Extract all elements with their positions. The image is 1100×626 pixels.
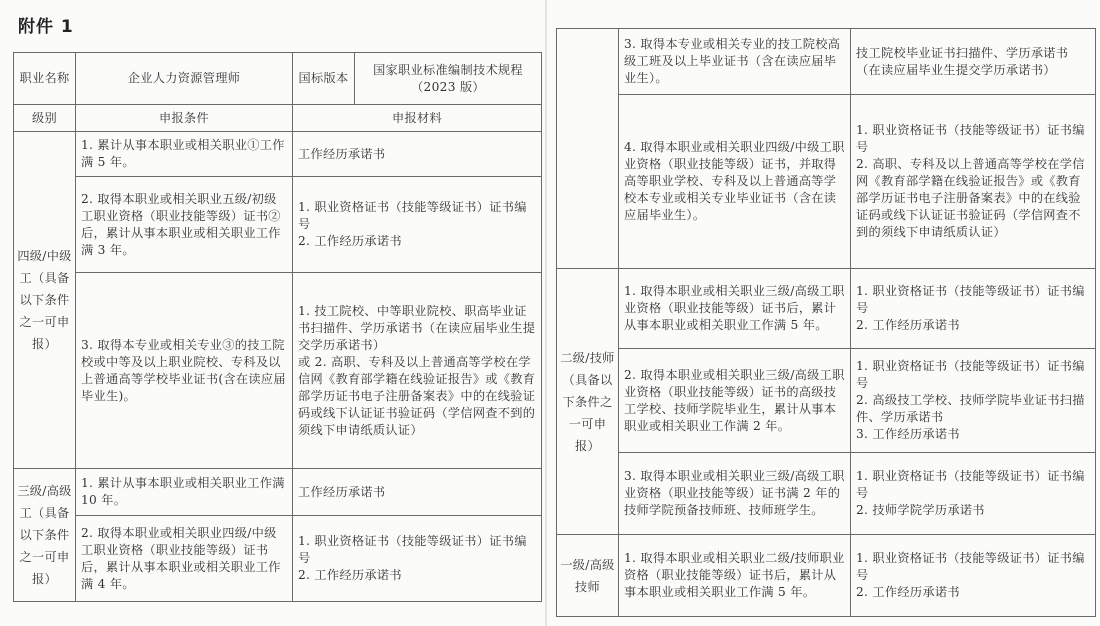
- header-row-columns: [14, 105, 542, 132]
- level-cell-senior-technician: 一级/高级技师: [557, 535, 619, 617]
- materials-cell: 工作经历承诺书: [293, 469, 542, 516]
- condition-cell: 2. 取得本职业或相关职业四级/中级工职业资格（职业技能等级）证书后，累计从事本职业或相关职业工作满 4 年。: [76, 516, 293, 602]
- table-row: [14, 516, 542, 602]
- table-row: [557, 269, 1096, 349]
- condition-cell: 4. 取得本职业或相关职业四级/中级工职业资格（职业技能等级）证书，并取得高等职业学校、专科及以上普通高等学校本专业或相关专业毕业证书（含在读应届毕业生）。: [619, 95, 851, 269]
- materials-cell: 1. 职业资格证书（技能等级证书）证书编号 2. 工作经历承诺书: [851, 269, 1096, 349]
- materials-cell: 技工院校毕业证书扫描件、学历承诺书（在读应届毕业生提交学历承诺书）: [851, 29, 1096, 95]
- condition-cell: 1. 取得本职业或相关职业三级/高级工职业资格（职业技能等级）证书后，累计从事本职业或相关职业工作满 5 年。: [619, 269, 851, 349]
- condition-cell: 1. 累计从事本职业或相关职业工作满 10 年。: [76, 469, 293, 516]
- condition-cell: 2. 取得本职业或相关职业五级/初级工职业资格（职业技能等级）证书②后，累计从事本职业或相关职业工作满 3 年。: [76, 177, 293, 273]
- materials-cell: 1. 职业资格证书（技能等级证书）证书编号 2. 工作经历承诺书: [293, 177, 542, 273]
- table-row: [557, 535, 1096, 617]
- materials-cell: 工作经历承诺书: [293, 132, 542, 177]
- conditions-column-header: 申报条件: [76, 105, 293, 132]
- materials-cell: 1. 职业资格证书（技能等级证书）证书编号 2. 高职、专科及以上普通高等学校在学信网《教育部学籍在线验证报告》或《教育部学历证书电子注册备案表》中的在线验证码或线下认证证书验证码（学信网查不到的须线下申请纸质认证）: [851, 95, 1096, 269]
- table-row: [14, 469, 542, 516]
- condition-cell: 2. 取得本职业或相关职业三级/高级工职业资格（职业技能等级）证书的高级技工学校、技师学院毕业生，累计从事本职业或相关职业工作满 2 年。: [619, 349, 851, 453]
- level-cell-advanced: 三级/高级工（具备以下条件之一可申报）: [14, 469, 76, 602]
- table-row: [14, 177, 542, 273]
- table-row: [557, 29, 1096, 95]
- occupation-name-value: 企业人力资源管理师: [76, 53, 293, 105]
- condition-cell: 3. 取得本专业或相关专业③的技工院校或中等及以上职业院校、专科及以上普通高等学校毕业证书(含在读应届毕业生)。: [76, 273, 293, 469]
- header-row-occupation: [14, 53, 542, 105]
- table-row: [557, 95, 1096, 269]
- right-table-body: [556, 28, 1096, 617]
- table-row: [557, 453, 1096, 535]
- attachment-title: 附件 1: [18, 17, 74, 37]
- condition-cell: 1. 累计从事本职业或相关职业①工作满 5 年。: [76, 132, 293, 177]
- condition-cell: 3. 取得本专业或相关专业的技工院校高级工班及以上毕业证书（含在读应届毕业生）。: [619, 29, 851, 95]
- materials-cell: 1. 职业资格证书（技能等级证书）证书编号 2. 技师学院学历承诺书: [851, 453, 1096, 535]
- occupation-name-label: 职业名称: [14, 53, 76, 105]
- level-cell-intermediate: 四级/中级工（具备以下条件之一可申报）: [14, 132, 76, 469]
- version-value: 国家职业标准编制技术规程（2023 版）: [355, 53, 542, 105]
- level-cell-technician: 二级/技师（具备以下条件之一可申报）: [557, 269, 619, 535]
- materials-cell: 1. 技工院校、中等职业院校、职高毕业证书扫描件、学历承诺书（在读应届毕业生提交学历承诺书） 或 2. 高职、专科及以上普通高等学校在学信网《教育部学籍在线验证报告》或《教育部学历证书电子注册备案表》中的在线验证码或线下认证证书验证码（学信网查不到的须线下申请纸质认证）: [293, 273, 542, 469]
- materials-cell: 1. 职业资格证书（技能等级证书）证书编号 2. 高级技工学校、技师学院毕业证书扫描件、学历承诺书 3. 工作经历承诺书: [851, 349, 1096, 453]
- condition-cell: 1. 取得本职业或相关职业二级/技师职业资格（职业技能等级）证书后，累计从事本职业或相关职业工作满 5 年。: [619, 535, 851, 617]
- level-column-header: 级别: [14, 105, 76, 132]
- level-cell-continued: [557, 29, 619, 269]
- materials-cell: 1. 职业资格证书（技能等级证书）证书编号 2. 工作经历承诺书: [293, 516, 542, 602]
- left-table: [13, 52, 542, 602]
- version-label: 国标版本: [293, 53, 355, 105]
- table-row: [14, 273, 542, 469]
- materials-column-header: 申报材料: [293, 105, 542, 132]
- materials-cell: 1. 职业资格证书（技能等级证书）证书编号 2. 工作经历承诺书: [851, 535, 1096, 617]
- table-row: [14, 132, 542, 177]
- table-row: [557, 349, 1096, 453]
- condition-cell: 3. 取得本职业或相关职业三级/高级工职业资格（职业技能等级）证书满 2 年的技师学院预备技师班、技师班学生。: [619, 453, 851, 535]
